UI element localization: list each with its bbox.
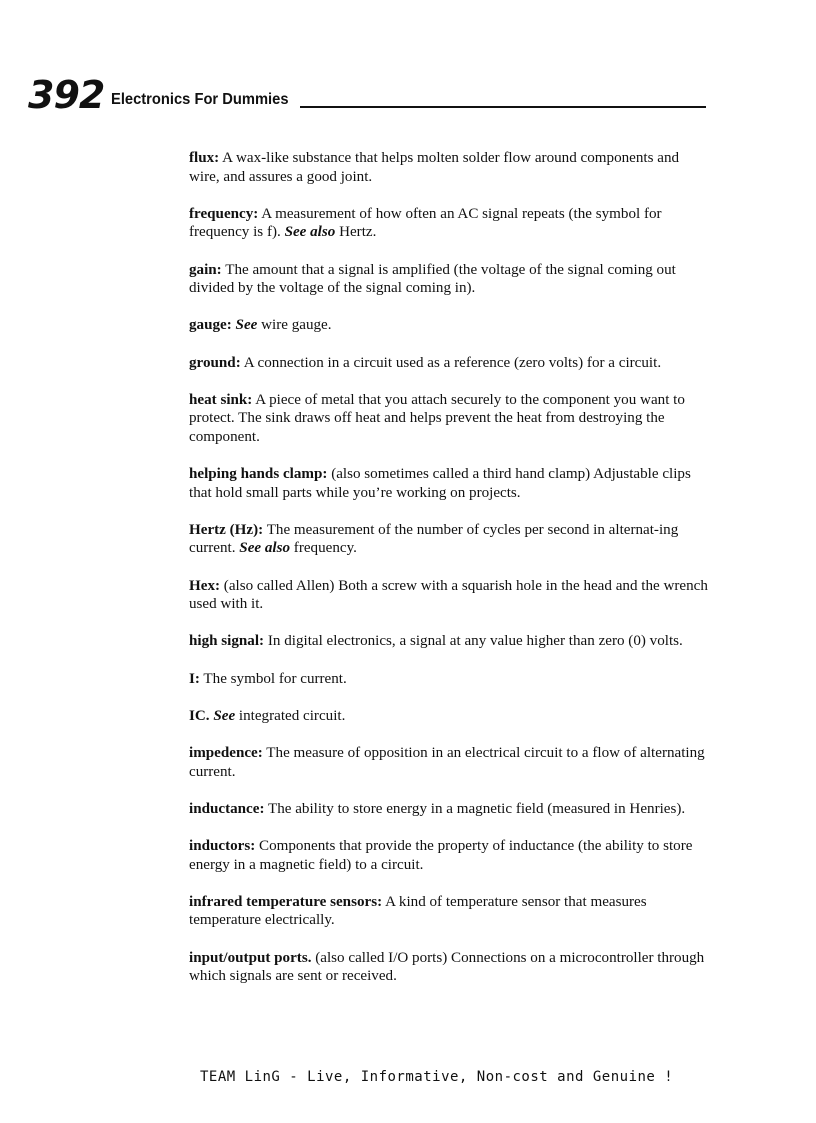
glossary-entry [189, 391, 709, 447]
footer-text: TEAM LinG - Live, Informative, Non-cost and Genuine ! [200, 1069, 674, 1085]
glossary-definition: The amount that a signal is amplified (the voltage of the signal coming out divided by the voltage of the signal coming in). [189, 261, 676, 297]
glossary-entry [189, 316, 709, 335]
glossary-definition: (also sometimes called a third hand clamp) Adjustable clips that hold small parts while you’re working on projects. [189, 466, 691, 501]
glossary-term: Hertz (Hz): [189, 521, 264, 538]
glossary-term: infrared temperature sensors: [189, 893, 383, 910]
glossary-entry [189, 800, 709, 819]
glossary-entry [189, 354, 709, 373]
glossary-entry [189, 521, 709, 558]
glossary-entry [189, 670, 709, 689]
glossary-entry [189, 149, 709, 186]
glossary-definition: (also called Allen) Both a screw with a squarish hole in the head and the wrench used with it. [189, 577, 708, 613]
glossary-definition: A connection in a circuit used as a reference (zero volts) for a circuit. [243, 354, 662, 371]
glossary-definition: wire gauge. [257, 317, 332, 334]
cross-reference-label: See [235, 317, 258, 334]
glossary-term: inductance: [189, 800, 265, 817]
glossary-term: IC. [189, 707, 210, 724]
glossary-entry [189, 577, 709, 614]
glossary-definition: In digital electronics, a signal at any value higher than zero (0) volts. [267, 633, 683, 650]
glossary-term: helping hands clamp: [189, 466, 328, 483]
glossary-definition: Components that provide the property of inductance (the ability to store energy in a magnetic field) to a circuit. [189, 837, 693, 873]
glossary-definition: A measurement of how often an AC signal repeats (the symbol for frequency is f). [189, 205, 662, 241]
glossary-term: I: [189, 670, 200, 687]
glossary-definition: The ability to store energy in a magnetic field (measured in Henries). [267, 800, 686, 817]
glossary-definition: The measure of opposition in an electrical circuit to a flow of alternating current. [189, 745, 705, 780]
glossary-entry [189, 261, 709, 298]
glossary-definition: (also called I/O ports) Connections on a microcontroller through which signals are sent or received. [189, 949, 705, 985]
glossary-entry [189, 744, 709, 781]
glossary-term: high signal: [189, 633, 265, 650]
glossary-term: ground: [189, 354, 241, 371]
page-number: 392 [28, 73, 105, 117]
glossary-entry [189, 893, 709, 930]
glossary-term: heat sink: [189, 391, 253, 408]
glossary-term: gauge: [189, 317, 232, 334]
glossary-term: impedence: [189, 745, 263, 761]
glossary-entry [189, 949, 709, 986]
glossary-list [189, 149, 709, 1004]
header-rule [300, 106, 706, 108]
glossary-entry [189, 465, 709, 502]
glossary-definition: The measurement of the number of cycles per second in alternat-ing current. [189, 521, 679, 557]
cross-reference-label: See [213, 707, 236, 724]
glossary-entry [189, 837, 709, 874]
glossary-term: Hex: [189, 577, 221, 594]
glossary-term: input/output ports. [189, 949, 312, 966]
running-head-title: Electronics For Dummies [111, 91, 289, 108]
glossary-term: inductors: [189, 837, 256, 854]
glossary-entry [189, 707, 709, 726]
cross-reference-label: See also [284, 224, 336, 241]
glossary-definition: The symbol for current. [203, 670, 347, 687]
glossary-term: gain: [189, 261, 222, 278]
glossary-definition: frequency. [290, 540, 357, 557]
glossary-definition: integrated circuit. [235, 707, 346, 724]
cross-reference-label: See also [239, 540, 291, 557]
glossary-definition: A wax-like substance that helps molten solder flow around components and wire, and assures a good joint. [189, 150, 680, 185]
glossary-term: frequency: [189, 205, 259, 222]
glossary-entry [189, 205, 709, 242]
glossary-definition: A kind of temperature sensor that measures temperature electrically. [189, 893, 647, 929]
glossary-definition: Hertz. [335, 224, 377, 241]
glossary-term: flux: [189, 150, 220, 166]
glossary-definition: A piece of metal that you attach securely to the component you want to protect. The sink draws off heat and helps prevent the heat from destroying the component. [189, 391, 685, 445]
glossary-entry [189, 632, 709, 651]
